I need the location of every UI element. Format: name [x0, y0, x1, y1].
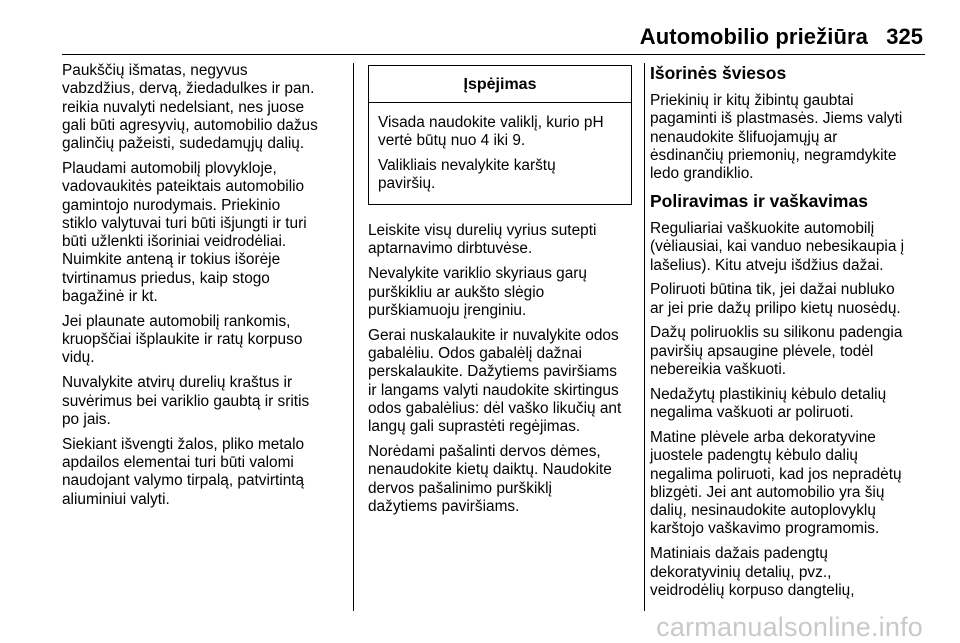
column-left [62, 62, 344, 515]
body-paragraph: Priekinių ir kitų žibintų gaubtai pagaminti iš plastmasės. Jiems valyti nenaudokite šlifuojamųjų ar ėsdinančių priemonių, negramdykite ledo grandiklio. [650, 92, 903, 183]
watermark-text: carmanualsonline.info [656, 612, 923, 642]
body-paragraph: Siekiant išvengti žalos, pliko metalo apdailos elementai turi būti valomi naudojant valymo tirpalą, patvirtintą aliuminiui valyti. [62, 435, 305, 508]
body-paragraph: Jei plaunate automobilį rankomis, kruopščiai išplaukite ir ratų korpuso vidų. [62, 312, 303, 367]
body-paragraph: Matine plėvele arba dekoratyvine juostele padengtų kėbulo dalių negalima poliruoti, kad jos nepradėtų blizgėti. Jei ant automobilio yra šių dalių, nesinaudokite autoplovyklų karštojo vaškavimo programomis. [650, 428, 902, 538]
column-middle [368, 62, 636, 523]
header-divider [62, 54, 925, 55]
body-paragraph: Poliruoti būtina tik, jei dažai nubluko ar jei prie dažų prilipo kietų nuosėdų. [650, 281, 901, 317]
warning-paragraph: Visada naudokite valiklį, kurio pH vertė būtų nuo 4 iki 9. [378, 114, 604, 150]
body-paragraph: Nuvalykite atvirų durelių kraštus ir suvėrimus bei variklio gaubtą ir sritis po jais. [62, 374, 310, 428]
warning-body [369, 103, 631, 204]
body-paragraph: Nedažytų plastikinių kėbulo detalių negalima vaškuoti ar poliruoti. [650, 385, 887, 422]
body-paragraph: Plaudami automobilį plovykloje, vadovaukitės pateiktais automobilio gamintojo nurodymais. Priekinio stiklo valytuvai turi būti išjungti ir turi būti užlenkti išoriniai veidrodėliai. Nuimkite anteną ir tokius išorėje tvirtinamus priedus, kaip stogo bagažinė ir kt. [62, 159, 307, 306]
warning-heading: Įspėjimas [369, 66, 631, 103]
body-paragraph: Gerai nuskalaukite ir nuvalykite odos gabalėliu. Odos gabalėlį dažnai perskalaukite. Dažytiems paviršiams ir langams valyti naudokite skirtingus odos gabalėlius: dėl vaško likučių ant langų gali suprastėti regėjimas. [368, 326, 622, 436]
body-paragraph: Nevalykite variklio skyriaus garų purškikliu ar aukšto slėgio purškiamuoju įrenginiu. [368, 265, 587, 319]
column-divider-1 [353, 63, 354, 611]
warning-box [368, 65, 632, 205]
page-number: 325 [886, 24, 923, 49]
section-heading-exterior-lights: Išorinės šviesos [650, 63, 787, 83]
warning-paragraph: Valikliais nevalykite karštų paviršių. [378, 156, 556, 192]
body-paragraph: Paukščių išmatas, negyvus vabzdžius, dervą, žiedadulkes ir pan. reikia nuvalyti nedelsiant, nes juose gali būti agresyvių, automobilio dažus galinčių pažeisti, sudedamųjų dalių. [62, 62, 318, 153]
body-paragraph: Matiniais dažais padengtų dekoratyvinių detalių, pvz., veidrodėlių korpuso dangtelių, [650, 545, 855, 599]
column-right [650, 62, 930, 607]
body-paragraph: Norėdami pašalinti dervos dėmes, nenaudokite kietų daiktų. Naudokite dervos pašalinimo purškiklį dažytiems paviršiams. [368, 442, 612, 515]
body-paragraph: Leiskite visų durelių vyrius sutepti aptarnavimo dirbtuvėse. [368, 222, 597, 258]
body-paragraph: Dažų poliruoklis su silikonu padengia paviršių apsaugine plėvele, todėl nebereikia vaškuoti. [650, 324, 903, 379]
section-heading-polishing: Poliravimas ir vaškavimas [650, 190, 868, 211]
page-title: Automobilio priežiūra [639, 24, 868, 49]
body-paragraph: Reguliariai vaškuokite automobilį (vėliausiai, kai vanduo nebesikaupia į lašelius). Kitu atveju išdžius dažai. [650, 219, 905, 274]
column-divider-2 [644, 63, 645, 611]
